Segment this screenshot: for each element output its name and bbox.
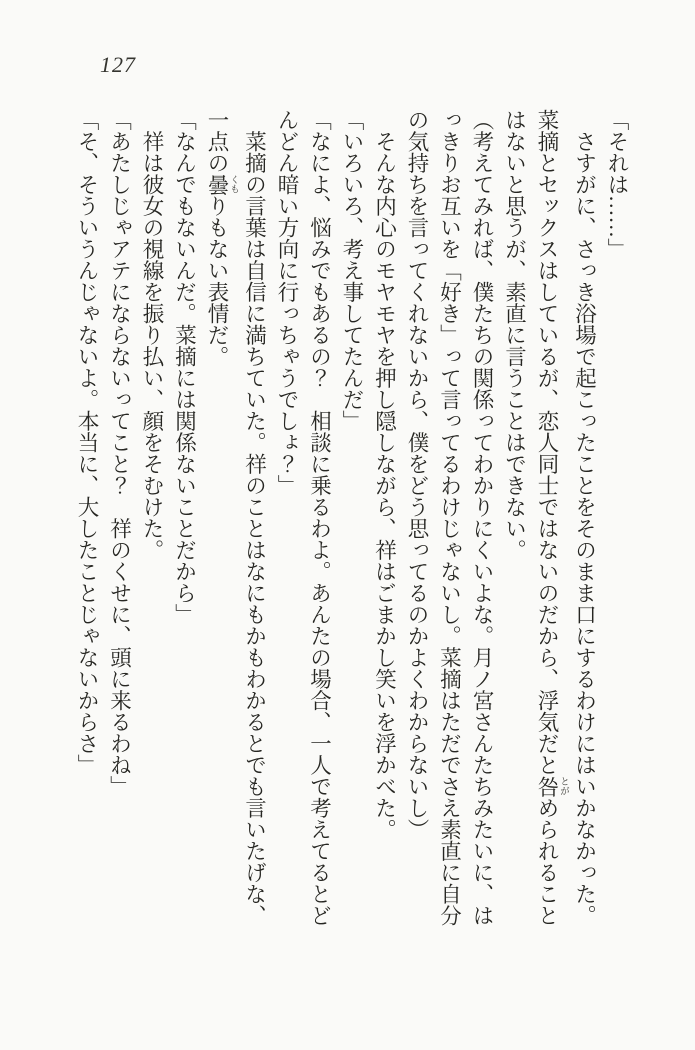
text-line-dialogue: 「そ、そういうんじゃないよ。本当に、大したことじゃないからさ」 <box>75 109 99 776</box>
text-line-inner-monologue: （考えてみれば、僕たちの関係ってわかりにくいよな。月ノ宮さんたちみたいに、は <box>470 109 494 926</box>
text-segment: りもない表情だ。 <box>205 195 229 367</box>
text-segment: められること <box>535 797 559 926</box>
text-segment: 菜摘とセックスはしているが、恋人同士ではないのだから、浮気だと <box>535 109 559 776</box>
text-line-dialogue: 「なによ、悩みでもあるの？ 相談に乗るわよ。あんたの場合、一人で考えてるとど <box>307 109 332 926</box>
text-line-narration: さすがに、さっき浴場で起こったことをそのまま口にするわけにはいかなかった。 <box>572 109 597 926</box>
text-line-inner-monologue: っきりお互いを「好き」って言ってるわけじゃないし。菜摘はただでさえ素直に自分 <box>437 109 462 926</box>
text-line-dialogue: 「なんでもないんだ。菜摘には関係ないことだから」 <box>172 109 197 625</box>
text-line-narration: 祥は彼女の視線を振り払い、顔をそむけた。 <box>140 109 164 561</box>
text-segment: 一点の <box>205 109 229 174</box>
furigana-ruby <box>205 173 238 196</box>
text-line-narration: はないと思うが、素直に言うことはできない。 <box>502 109 527 561</box>
text-line-dialogue: 「いろいろ、考え事してたんだ」 <box>340 109 364 432</box>
furigana-text: とが <box>558 775 568 797</box>
text-line-inner-monologue: の気持ちを言ってくれないから、僕をどう思ってるのかよくわからないし） <box>405 109 429 840</box>
text-line-dialogue: んどん暗い方向に行っちゃうでしょ？」 <box>275 109 299 496</box>
page-number: 127 <box>100 52 136 77</box>
ruby-base: 咎 <box>535 775 559 797</box>
text-block <box>71 109 634 942</box>
text-line-narration <box>531 109 569 942</box>
furigana-text: くも <box>228 173 238 195</box>
text-line-dialogue: 「それは……」 <box>605 109 629 260</box>
text-line-dialogue: 「あたしじゃアテにならないってこと？ 祥のくせに、頭に来るわね」 <box>107 109 132 797</box>
furigana-ruby <box>535 775 568 798</box>
text-line-narration: そんな内心のモヤモヤを押し隠しながら、祥はごまかし笑いを浮かべた。 <box>372 109 397 840</box>
text-line-narration <box>201 109 239 942</box>
text-line-narration: 菜摘の言葉は自信に満ちていた。祥のことはなにもかもわかるとでも言いたげな、 <box>242 109 267 926</box>
ruby-base: 曇 <box>205 173 229 195</box>
